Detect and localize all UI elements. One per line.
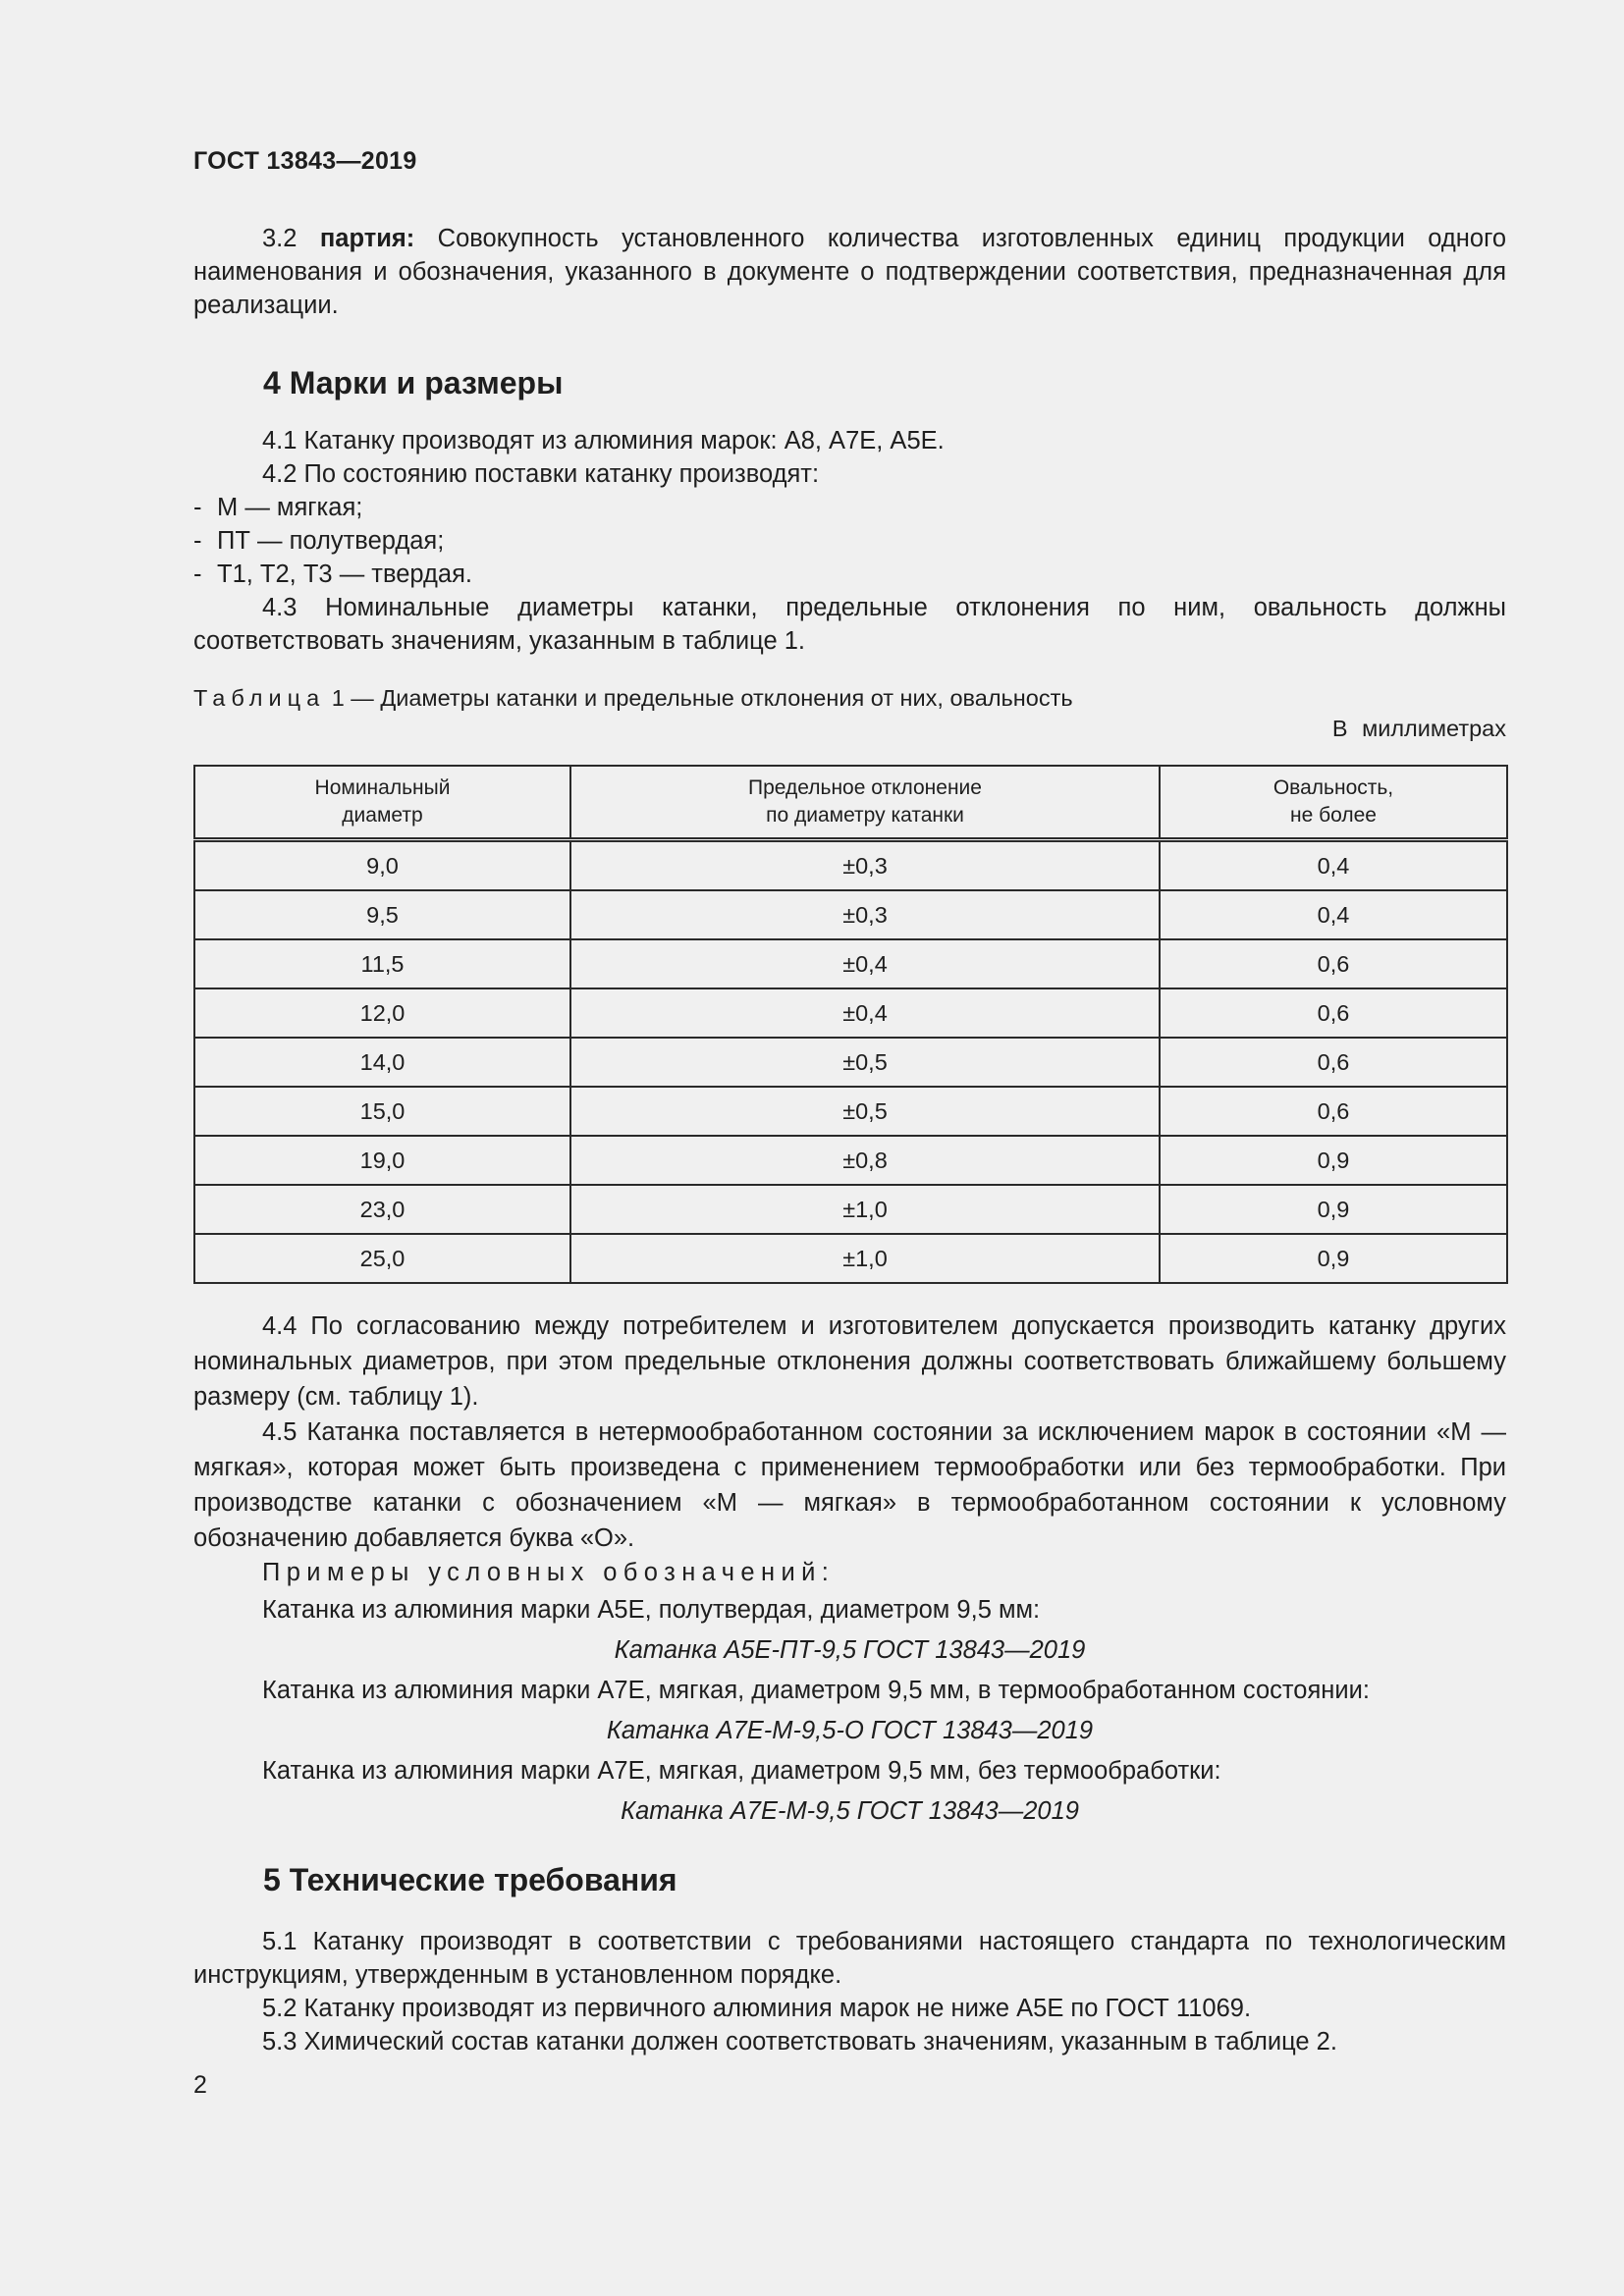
cell-ovality: 0,6 [1160,1038,1507,1087]
page-number: 2 [193,2071,207,2099]
term-definition: Совокупность установленного количества изготовленных единиц продукции одного наименования и обозначения, указанного в документе о подтверждении соответствия, предназначенная для реализации. [193,225,1506,319]
paragraph-4-3: 4.3 Номинальные диаметры катанки, предельные отклонения по ним, овальность должны соответствовать значениям, указанным в таблице 1. [193,594,1506,655]
cell-ovality: 0,4 [1160,840,1507,891]
cell-deviation: ±0,3 [570,840,1160,891]
example-1-text: Катанка из алюминия марки А5Е, полутвердая, диаметром 9,5 мм: [262,1596,1041,1624]
cell-deviation: ±0,4 [570,939,1160,988]
list-item: - Т1, Т2, Т3 — твердая. [193,561,472,588]
cell-diameter: 15,0 [194,1087,570,1136]
clause-3-2-paragraph [193,222,1506,322]
section-5-body [193,1925,1506,2058]
table-units: В миллиметрах [1331,716,1506,741]
table-row [194,988,1507,1038]
list-item: - ПТ — полутвердая; [193,527,445,555]
cell-ovality: 0,9 [1160,1234,1507,1283]
section-4-body [193,424,1506,658]
paragraph-4-5: 4.5 Катанка поставляется в нетермообработанном состоянии за исключением марок в состоянии «М — мягкая», которая может быть произведена с применением термообработки или без термообработки. При производстве катанки с обозначением «М — мягкая» в термообработанном состоянии к условному обозначению добавляется буква «О». [193,1418,1506,1552]
example-2-text: Катанка из алюминия марки А7Е, мягкая, диаметром 9,5 мм, в термообработанном состоянии: [262,1677,1370,1704]
example-1-designation: Катанка А5Е-ПТ-9,5 ГОСТ 13843—2019 [614,1636,1086,1664]
table-caption-label: Таблица [193,685,326,711]
table-row [194,1087,1507,1136]
cell-ovality: 0,9 [1160,1185,1507,1234]
examples-title: Примеры условных обозначений: [262,1559,836,1586]
table-header-row [194,766,1507,840]
header-nominal-diameter: Номинальный диаметр [194,766,570,840]
cell-deviation: ±0,3 [570,890,1160,939]
cell-deviation: ±1,0 [570,1185,1160,1234]
paragraph-4-1: 4.1 Катанку производят из алюминия марок: А8, А7Е, А5Е. [262,427,945,454]
term-label: партия: [319,225,415,252]
cell-diameter: 25,0 [194,1234,570,1283]
example-3-designation: Катанка А7Е-М-9,5 ГОСТ 13843—2019 [621,1797,1079,1825]
cell-deviation: ±0,5 [570,1038,1160,1087]
cell-ovality: 0,6 [1160,988,1507,1038]
clause-number: 3.2 [262,225,298,252]
cell-deviation: ±0,4 [570,988,1160,1038]
table-1 [193,765,1508,1284]
paragraph-4-4: 4.4 По согласованию между потребителем и изготовителем допускается производить катанку других номинальных диаметров, при этом предельные отклонения должны соответствовать ближайшему большему размеру (см. таблицу 1). [193,1312,1506,1411]
section-4-heading: 4 Марки и размеры [263,365,564,400]
header-limit-deviation: Предельное отклонение по диаметру катанки [570,766,1160,840]
example-3-text: Катанка из алюминия марки А7Е, мягкая, диаметром 9,5 мм, без термообработки: [262,1757,1221,1785]
list-item: - М — мягкая; [193,494,363,521]
header-ovality: Овальность, не более [1160,766,1507,840]
cell-deviation: ±0,5 [570,1087,1160,1136]
section-5-heading: 5 Технические требования [263,1862,677,1897]
cell-diameter: 14,0 [194,1038,570,1087]
cell-diameter: 11,5 [194,939,570,988]
cell-ovality: 0,9 [1160,1136,1507,1185]
cell-diameter: 9,5 [194,890,570,939]
example-2-designation: Катанка А7Е-М-9,5-О ГОСТ 13843—2019 [606,1717,1094,1744]
paragraph-5-1: 5.1 Катанку производят в соответствии с требованиями настоящего стандарта по технологическим инструкциям, утвержденным в установленном порядке. [193,1928,1506,1989]
cell-ovality: 0,6 [1160,1087,1507,1136]
cell-diameter: 9,0 [194,840,570,891]
table-row [194,840,1507,891]
table-row [194,1136,1507,1185]
table-row [194,939,1507,988]
table-row [194,1185,1507,1234]
paragraph-5-3: 5.3 Химический состав катанки должен соответствовать значениям, указанным в таблице 2. [262,2028,1337,2056]
table-caption-text: 1 — Диаметры катанки и предельные отклонения от них, овальность [331,685,1073,711]
table-row [194,1038,1507,1087]
table-caption [193,685,1073,712]
document-header: ГОСТ 13843—2019 [193,147,417,175]
table-row [194,890,1507,939]
paragraph-5-2: 5.2 Катанку производят из первичного алюминия марок не ниже А5Е по ГОСТ 11069. [262,1995,1252,2022]
cell-deviation: ±1,0 [570,1234,1160,1283]
cell-deviation: ±0,8 [570,1136,1160,1185]
table-row [194,1234,1507,1283]
cell-diameter: 19,0 [194,1136,570,1185]
cell-diameter: 23,0 [194,1185,570,1234]
cell-ovality: 0,6 [1160,939,1507,988]
cell-diameter: 12,0 [194,988,570,1038]
paragraph-4-2: 4.2 По состоянию поставки катанку производят: [262,460,820,488]
after-table-body [193,1308,1506,1832]
clause-3-2 [193,222,1506,322]
cell-ovality: 0,4 [1160,890,1507,939]
